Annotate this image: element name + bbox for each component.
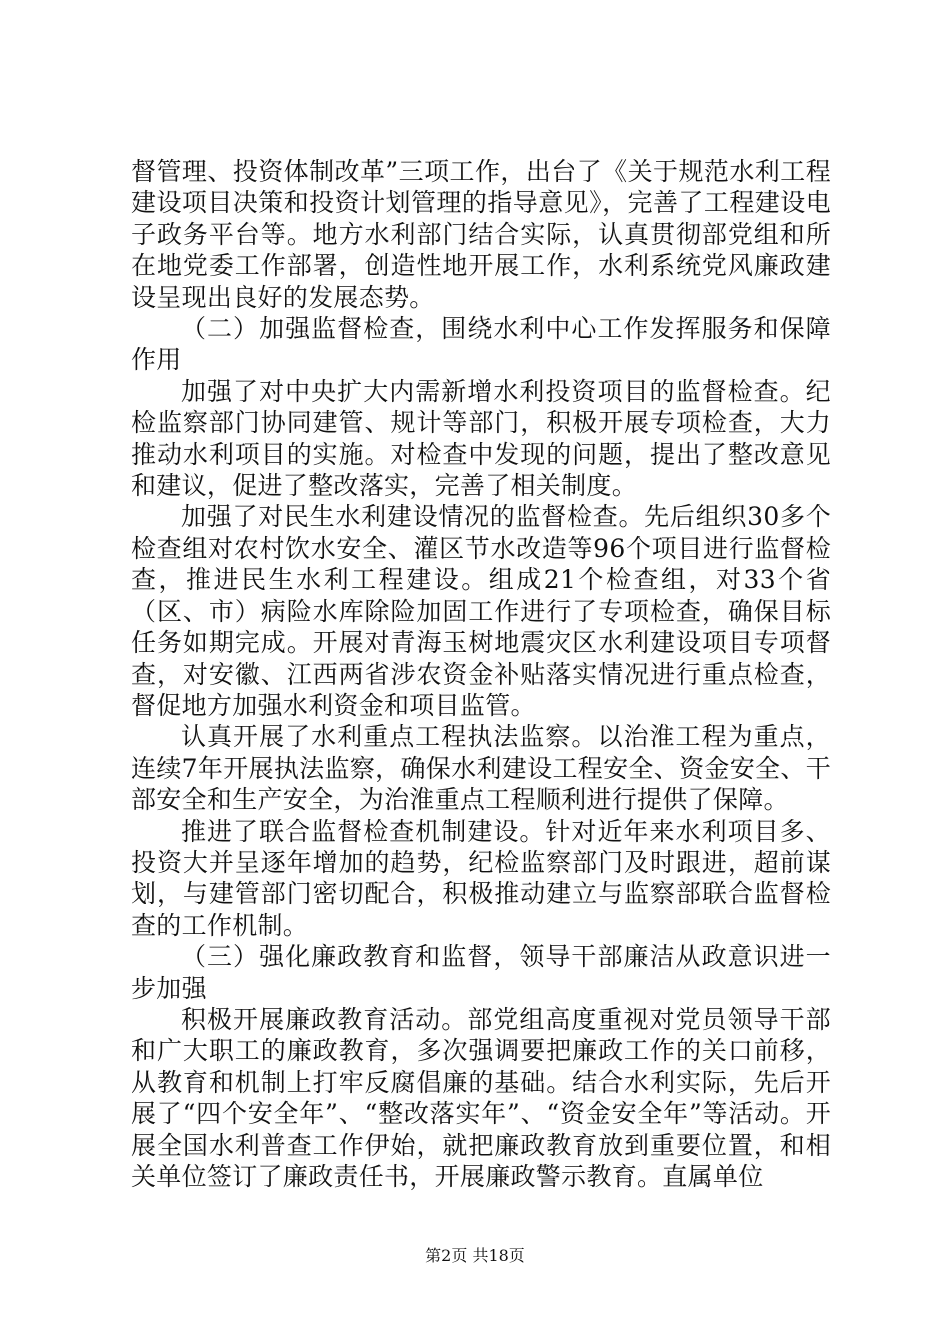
paragraph-joint-supervision: 推进了联合监督检查机制建设。针对近年来水利项目多、投资大并呈逐年增加的趋势，纪检监察部门及时跟进，超前谋划，与建管部门密切配合，积极推动建立与监察部联合监督检查的工作机制。: [131, 816, 831, 940]
paragraph-livelihood-water: 加强了对民生水利建设情况的监督检查。先后组织30多个检查组对农村饮水安全、灌区节水改造等96个项目进行监督检查，推进民生水利工程建设。组成21个检查组，对33个省（区、市）病险水库除险加固工作进行了专项检查，确保目标任务如期完成。开展对青海玉树地震灾区水利建设项目专项督查，对安徽、江西两省涉农资金补贴落实情况进行重点检查，督促地方加强水利资金和项目监管。: [131, 502, 831, 720]
page-number-footer: 第2页 共18页: [425, 1246, 525, 1265]
paragraph-law-enforcement: 认真开展了水利重点工程执法监察。以治淮工程为重点，连续7年开展执法监察，确保水利建设工程安全、资金安全、干部安全和生产安全，为治淮重点工程顺利进行提供了保障。: [131, 722, 831, 815]
paragraph-continuation: 督管理、投资体制改革”三项工作，出台了《关于规范水利工程建设项目决策和投资计划管理的指导意见》，完善了工程建设电子政务平台等。地方水利部门结合实际，认真贯彻部党组和所在地党委工作部署，创造性地开展工作，水利系统党风廉政建设呈现出良好的发展态势。: [131, 157, 831, 312]
section-heading-3: （三）强化廉政教育和监督，领导干部廉洁从政意识进一步加强: [131, 942, 831, 1003]
section-heading-2: （二）加强监督检查，围绕水利中心工作发挥服务和保障作用: [131, 314, 831, 375]
paragraph-integrity-education: 积极开展廉政教育活动。部党组高度重视对党员领导干部和广大职工的廉政教育，多次强调要把廉政工作的关口前移，从教育和机制上打牢反腐倡廉的基础。结合水利实际，先后开展了“四个安全年”、“整改落实年”、“资金安全年”等活动。开展全国水利普查工作伊始，就把廉政教育放到重要位置，和相关单位签订了廉政责任书，开展廉政警示教育。直属单位: [131, 1004, 831, 1191]
document-body: [131, 156, 831, 1192]
paragraph-investment-supervision: 加强了对中央扩大内需新增水利投资项目的监督检查。纪检监察部门协同建管、规计等部门，积极开展专项检查，大力推动水利项目的实施。对检查中发现的问题，提出了整改意见和建议，促进了整改落实，完善了相关制度。: [131, 376, 831, 501]
